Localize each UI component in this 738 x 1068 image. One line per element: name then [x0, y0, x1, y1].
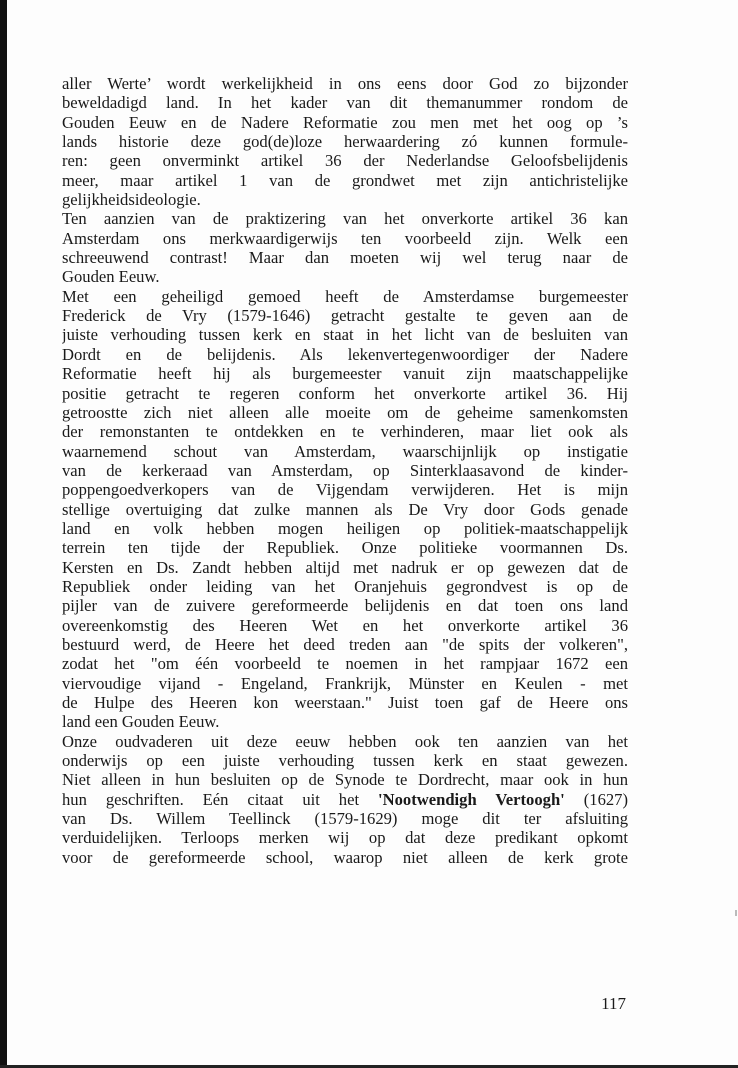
page-number: 117	[601, 994, 626, 1013]
text-line: Met een geheiligd gemoed heeft de Amsterdamse burgemeester	[62, 286, 628, 306]
scan-left-edge	[0, 0, 7, 1068]
text-line: zodat het "om één voorbeeld te noemen in het rampjaar 1672 een	[62, 654, 628, 674]
text-line: Frederick de Vry (1579-1646) getracht gestalte te geven aan de	[62, 306, 628, 326]
text-line: bestuurd werd, de Heere het deed treden aan "de spits der volkeren",	[62, 634, 628, 654]
text-line: juiste verhouding tussen kerk en staat in het licht van de besluiten van	[62, 325, 628, 345]
text-line: land en volk hebben mogen heiligen op politiek-maatschappelijk	[62, 518, 628, 538]
text-line: poppengoedverkopers van de Vijgendam verwijderen. Het is mijn	[62, 480, 628, 500]
text-line: van Ds. Willem Teellinck (1579-1629) moge dit ter afsluiting	[62, 809, 628, 829]
text-line: meer, maar artikel 1 van de grondwet met zijn antichristelijke	[62, 170, 628, 190]
text-line: Ten aanzien van de praktizering van het onverkorte artikel 36 kan	[62, 209, 628, 229]
text-line: Onze oudvaderen uit deze eeuw hebben ook ten aanzien van het	[62, 731, 628, 751]
text-line: ren: geen onverminkt artikel 36 der Nederlandse Geloofsbelijdenis	[62, 151, 628, 171]
text-line: positie getracht te regeren conform het onverkorte artikel 36. Hij	[62, 383, 628, 403]
text-line: Kersten en Ds. Zandt hebben altijd met nadruk er op gewezen dat de	[62, 557, 628, 577]
text-line: lands historie deze god(de)loze herwaardering zó kunnen formule-	[62, 132, 628, 152]
text-line: van de kerkeraad van Amsterdam, op Sinterklaasavond de kinder-	[62, 460, 628, 480]
text-line: Amsterdam ons merkwaardigerwijs ten voorbeeld zijn. Welk een	[62, 228, 628, 248]
text-line: onderwijs op een juiste verhouding tussen kerk en staat gewezen.	[62, 751, 628, 771]
text-line: land een Gouden Eeuw.	[62, 712, 220, 732]
text-line: overeenkomstig des Heeren Wet en het onverkorte artikel 36	[62, 615, 628, 635]
text-line: verduidelijken. Terloops merken wij op dat deze predikant opkomt	[62, 828, 628, 848]
text-line: waarnemend schout van Amsterdam, waarschijnlijk op instigatie	[62, 441, 628, 461]
text-line: Republiek onder leiding van het Oranjehuis gegrondvest is op de	[62, 576, 628, 596]
text-line: viervoudige vijand - Engeland, Frankrijk, Münster en Keulen - met	[62, 673, 628, 693]
bold-title: 'Nootwendigh Vertoogh'	[378, 789, 565, 809]
text-line: terrein ten tijde der Republiek. Onze politieke voormannen Ds.	[62, 538, 628, 558]
text-line: Niet alleen in hun besluiten op de Synode te Dordrecht, maar ook in hun	[62, 770, 628, 790]
body-text	[62, 74, 628, 867]
text-segment: (1627)	[564, 789, 628, 809]
text-line: der remonstanten te ontdekken en te verhinderen, maar liet ook als	[62, 422, 628, 442]
text-line: Gouden Eeuw.	[62, 267, 160, 287]
scan-artifact-mark	[735, 910, 737, 916]
text-line: gelijkheidsideologie.	[62, 190, 201, 210]
text-line: voor de gereformeerde school, waarop niet alleen de kerk grote	[62, 847, 628, 867]
text-line: de Hulpe des Heeren kon weerstaan." Juist toen gaf de Heere ons	[62, 693, 628, 712]
text-line: Gouden Eeuw en de Nadere Reformatie zou men met het oog op ’s	[62, 112, 628, 132]
text-line: beweldadigd land. In het kader van dit themanummer rondom de	[62, 93, 628, 113]
text-line: aller Werte’ wordt werkelijkheid in ons eens door God zo bijzonder	[62, 74, 628, 93]
text-line: Reformatie heeft hij als burgemeester vanuit zijn maatschappelijke	[62, 364, 628, 384]
text-segment: hun geschriften. Eén citaat uit het	[62, 789, 379, 809]
text-line: pijler van de zuivere gereformeerde belijdenis en dat toen ons land	[62, 596, 628, 616]
text-line: stellige overtuiging dat zulke mannen als De Vry door Gods genade	[62, 499, 628, 519]
text-line: Dordt en de belijdenis. Als lekenvertegenwoordiger der Nadere	[62, 344, 628, 364]
text-line: schreeuwend contrast! Maar dan moeten wij wel terug naar de	[62, 248, 628, 268]
text-line	[62, 790, 628, 809]
text-line: getroostte zich niet alleen alle moeite om de geheime samenkomsten	[62, 402, 628, 422]
